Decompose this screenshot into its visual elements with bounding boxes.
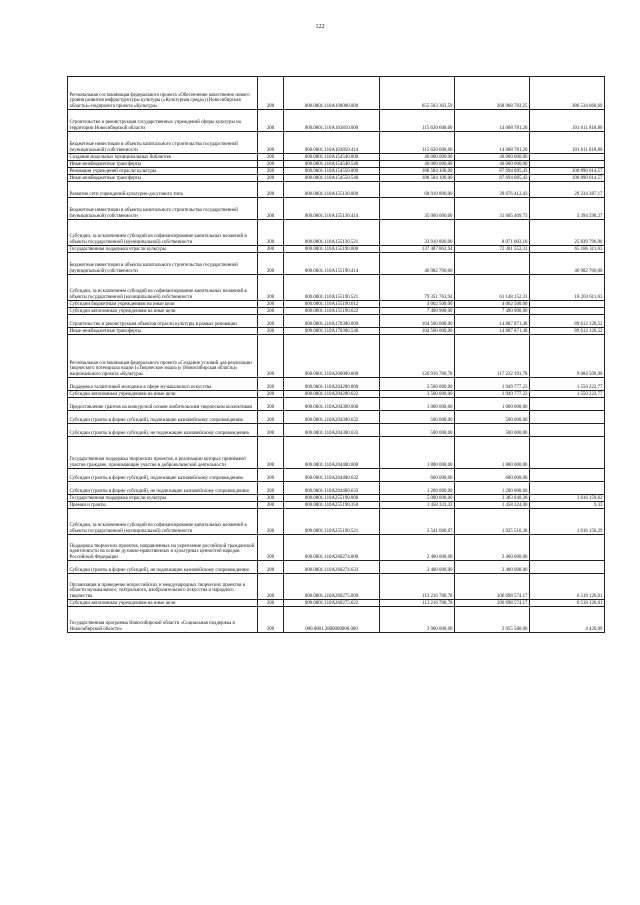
- table-row: [68, 437, 605, 469]
- row-name-cell: Субсидии (гранты в форме субсидий), не подлежащие казначейскому сопровождению: [68, 424, 258, 437]
- row-name-cell: Субсидии (гранты в форме субсидий), подлежащие казначейскому сопровождению: [68, 411, 258, 424]
- row-name-cell: Бюджетные инвестиции в объекты капитального строительства государственной (муниципальной) собственности: [68, 198, 258, 220]
- row-name-cell: Иные межбюджетные трансферты: [68, 161, 258, 168]
- table-row: [68, 424, 605, 437]
- row-assigned-amount-cell: 1 000 000,00: [380, 398, 455, 411]
- row-executed-amount-cell: 1 200 000,00: [455, 482, 530, 495]
- table-row: [68, 600, 605, 607]
- table-row: [68, 77, 605, 110]
- row-remaining-amount-cell: 3 394 590,27: [530, 198, 605, 220]
- row-remaining-amount-cell: 89 612 128,52: [530, 315, 605, 328]
- row-assigned-amount-cell: 600 000,00: [380, 469, 455, 482]
- row-assigned-amount-cell: 1 800 000,00: [380, 437, 455, 469]
- row-name-cell: Бюджетные инвестиции в объекты капитального строительства государственной (муниципальной) собственности: [68, 253, 258, 275]
- row-assigned-amount-cell: 113 216 700,78: [380, 574, 455, 600]
- row-assigned-amount-cell: 188 584 100,00: [380, 175, 455, 182]
- row-classification-cell: 000.0801.110A255190.000: [284, 495, 380, 502]
- row-executed-amount-cell: 106 698 574,17: [455, 600, 530, 607]
- row-classification-cell: 000.0801.110A155190.622: [284, 308, 380, 315]
- row-name-cell: Региональная составляющая федерального проекта «Обеспечение качественно нового уровня развития инфраструктуры культуры («Культурная среда») (Новосибирская область)»-подпроекта проекта «Культура»: [68, 77, 258, 110]
- row-assigned-amount-cell: 1 200 000,00: [380, 482, 455, 495]
- row-executed-amount-cell: 268 968 703,25: [455, 77, 530, 110]
- row-name-cell: Субсидии автономным учреждениям на иные цели: [68, 391, 258, 398]
- table-row: [68, 175, 605, 182]
- table-row: [68, 161, 605, 168]
- table-row: [68, 182, 605, 198]
- row-assigned-amount-cell: 3 960 000,00: [380, 607, 455, 633]
- row-code-cell: 200: [258, 600, 284, 607]
- row-code-cell: 200: [258, 246, 284, 253]
- row-assigned-amount-cell: 115 620 600,00: [380, 132, 455, 154]
- row-remaining-amount-cell: [530, 154, 605, 161]
- row-executed-amount-cell: 1 949 777,23: [455, 391, 530, 398]
- row-remaining-amount-cell: 1 616 150,29: [530, 509, 605, 535]
- row-classification-cell: 000.0801.110A204200.000: [284, 378, 380, 391]
- row-name-cell: Субсидии, за исключением субсидий на софинансирование капитальных вложений в объекты государственной (муниципальной) собственности: [68, 509, 258, 535]
- row-assigned-amount-cell: 126 916 700,78: [380, 335, 455, 378]
- table-row: [68, 253, 605, 275]
- table-row: [68, 574, 605, 600]
- row-code-cell: 200: [258, 328, 284, 335]
- row-executed-amount-cell: 7 490 900,00: [455, 308, 530, 315]
- row-code-cell: 200: [258, 561, 284, 574]
- row-assigned-amount-cell: 40 000 000,00: [380, 154, 455, 161]
- row-executed-amount-cell: 3 383 840,38: [455, 495, 530, 502]
- table-row: [68, 607, 605, 633]
- row-name-cell: Региональная составляющая федерального проекта «Создание условий для реализации творческого потенциала нации («Творческие люди»)» (Новосибирская область)» национального проекта «Культура»: [68, 335, 258, 378]
- row-code-cell: 200: [258, 574, 284, 600]
- table-row: [68, 246, 605, 253]
- row-name-cell: Предоставление грантов на конкурсной основе любительским творческим коллективам: [68, 398, 258, 411]
- row-executed-amount-cell: 61 148 152,31: [455, 275, 530, 301]
- row-code-cell: 200: [258, 175, 284, 182]
- table-row: [68, 535, 605, 561]
- row-executed-amount-cell: 8 071 003,10: [455, 220, 530, 246]
- row-classification-cell: 000.0801.110A155130.414: [284, 198, 380, 220]
- row-executed-amount-cell: 2 400 000,00: [455, 535, 530, 561]
- row-classification-cell: 000.0801.2800000000.000: [284, 607, 380, 633]
- row-remaining-amount-cell: [530, 469, 605, 482]
- row-classification-cell: 000.0801.110A155130.000: [284, 182, 380, 198]
- row-executed-amount-cell: 117 232 191,78: [455, 335, 530, 378]
- row-executed-amount-cell: 1 925 516,38: [455, 509, 530, 535]
- row-name-cell: Субсидии автономным учреждениям на иные цели: [68, 308, 258, 315]
- table-row: [68, 328, 605, 335]
- row-remaining-amount-cell: 9 684 509,00: [530, 335, 605, 378]
- row-code-cell: 200: [258, 161, 284, 168]
- row-remaining-amount-cell: 1 550 222,77: [530, 391, 605, 398]
- row-name-cell: Развитие сети учреждений культурно-досугового типа: [68, 182, 258, 198]
- row-executed-amount-cell: 500 000,00: [455, 424, 530, 437]
- row-executed-amount-cell: 3 955 580,00: [455, 607, 530, 633]
- row-executed-amount-cell: 31 605 409,73: [455, 198, 530, 220]
- row-name-cell: Субсидии автономным учреждениям на иные цели: [68, 600, 258, 607]
- row-remaining-amount-cell: 386 534 660,69: [530, 77, 605, 110]
- row-executed-amount-cell: 14 887 871,48: [455, 315, 530, 328]
- row-code-cell: 200: [258, 110, 284, 132]
- row-assigned-amount-cell: 104 500 000,00: [380, 315, 455, 328]
- row-assigned-amount-cell: 79 351 763,94: [380, 275, 455, 301]
- row-code-cell: 200: [258, 535, 284, 561]
- row-classification-cell: 000.0801.110A204300.632: [284, 411, 380, 424]
- row-assigned-amount-cell: 3 500 000,00: [380, 378, 455, 391]
- row-classification-cell: 000.0801.110A260274.000: [284, 535, 380, 561]
- row-name-cell: Субсидии (гранты в форме субсидий), не подлежащие казначейскому сопровождению: [68, 482, 258, 495]
- row-classification-cell: 000.0801.110A255190.350: [284, 502, 380, 509]
- row-assigned-amount-cell: 5 000 000,00: [380, 495, 455, 502]
- row-executed-amount-cell: 500 000,00: [455, 411, 530, 424]
- row-name-cell: Реновация учреждений отрасли культуры: [68, 168, 258, 175]
- row-classification-cell: 000.0801.110A170300.000: [284, 315, 380, 328]
- row-assigned-amount-cell: 33 910 800,00: [380, 220, 455, 246]
- row-executed-amount-cell: 40 000 000,00: [455, 154, 530, 161]
- row-classification-cell: 000.0801.110A154540.540: [284, 161, 380, 168]
- row-assigned-amount-cell: 40 000 000,00: [380, 161, 455, 168]
- row-code-cell: 200: [258, 424, 284, 437]
- row-remaining-amount-cell: 46 982 700,00: [530, 253, 605, 275]
- row-code-cell: 200: [258, 198, 284, 220]
- row-remaining-amount-cell: 1 550 222,77: [530, 378, 605, 391]
- row-assigned-amount-cell: 2 400 000,00: [380, 561, 455, 574]
- row-assigned-amount-cell: 7 490 900,00: [380, 308, 455, 315]
- row-executed-amount-cell: 14 008 781,20: [455, 132, 530, 154]
- table-row: [68, 482, 605, 495]
- row-executed-amount-cell: 14 887 871,48: [455, 328, 530, 335]
- row-name-cell: Государственная поддержка отрасли культуры: [68, 495, 258, 502]
- row-assigned-amount-cell: 35 000 000,00: [380, 198, 455, 220]
- row-classification-cell: 000.0801.110A200000.000: [284, 335, 380, 378]
- row-assigned-amount-cell: 655 503 363,59: [380, 77, 455, 110]
- row-remaining-amount-cell: 6 518 126,61: [530, 600, 605, 607]
- row-name-cell: Субсидии, за исключением субсидий на софинансирование капитальных вложений в объекты государственной (муниципальной) собственности: [68, 275, 258, 301]
- row-remaining-amount-cell: [530, 561, 605, 574]
- row-code-cell: 200: [258, 220, 284, 246]
- row-classification-cell: 000.0801.110A260275.000: [284, 574, 380, 600]
- table-row: [68, 132, 605, 154]
- row-remaining-amount-cell: 101 611 818,80: [530, 110, 605, 132]
- row-executed-amount-cell: 39 676 412,43: [455, 182, 530, 198]
- row-remaining-amount-cell: 4 420,00: [530, 607, 605, 633]
- row-classification-cell: 000.0801.110A260274.633: [284, 561, 380, 574]
- row-executed-amount-cell: 1 949 777,23: [455, 378, 530, 391]
- row-code-cell: 200: [258, 308, 284, 315]
- table-row: [68, 561, 605, 574]
- table-row: [68, 154, 605, 161]
- table-row: [68, 502, 605, 509]
- row-code-cell: 200: [258, 253, 284, 275]
- row-code-cell: 200: [258, 182, 284, 198]
- row-code-cell: 200: [258, 77, 284, 110]
- row-code-cell: 200: [258, 315, 284, 328]
- row-classification-cell: 000.0801.110A103850.414: [284, 132, 380, 154]
- row-executed-amount-cell: 106 698 574,17: [455, 574, 530, 600]
- table-row: [68, 275, 605, 301]
- row-classification-cell: 000.0801.110A170300.540: [284, 328, 380, 335]
- row-executed-amount-cell: 600 000,00: [455, 469, 530, 482]
- row-name-cell: Иные межбюджетные трансферты: [68, 328, 258, 335]
- row-classification-cell: 000.0801.110A204200.622: [284, 391, 380, 398]
- row-code-cell: 200: [258, 411, 284, 424]
- row-executed-amount-cell: 40 000 000,00: [455, 161, 530, 168]
- row-classification-cell: 000.0801.110A154550.540: [284, 175, 380, 182]
- table-row: [68, 398, 605, 411]
- row-classification-cell: 000.0801.110A204300.633: [284, 424, 380, 437]
- row-remaining-amount-cell: [530, 437, 605, 469]
- row-name-cell: Поддержка талантливой молодежи в сфере музыкального искусства: [68, 378, 258, 391]
- row-remaining-amount-cell: [530, 424, 605, 437]
- row-assigned-amount-cell: 46 982 700,00: [380, 253, 455, 275]
- row-classification-cell: 000.0801.110A204400.633: [284, 482, 380, 495]
- row-remaining-amount-cell: [530, 482, 605, 495]
- row-name-cell: Строительство и реконструкция объектов отрасли культуры в рамках реновации: [68, 315, 258, 328]
- row-executed-amount-cell: 14 008 781,20: [455, 110, 530, 132]
- row-code-cell: 200: [258, 502, 284, 509]
- table-row: [68, 391, 605, 398]
- row-remaining-amount-cell: 101 611 818,80: [530, 132, 605, 154]
- row-executed-amount-cell: 1 800 000,00: [455, 437, 530, 469]
- row-code-cell: 200: [258, 335, 284, 378]
- row-assigned-amount-cell: 113 216 700,78: [380, 600, 455, 607]
- table-row: [68, 335, 605, 378]
- row-name-cell: Строительство и реконструкция государственных учреждений сферы культуры на территории Новосибирской области: [68, 110, 258, 132]
- row-code-cell: 200: [258, 301, 284, 308]
- row-remaining-amount-cell: [530, 535, 605, 561]
- row-assigned-amount-cell: 68 910 800,00: [380, 182, 455, 198]
- row-classification-cell: 000.0801.110A260275.622: [284, 600, 380, 607]
- row-assigned-amount-cell: 188 584 100,00: [380, 168, 455, 175]
- table-row: [68, 110, 605, 132]
- row-name-cell: Субсидии (гранты в форме субсидий), подлежащие казначейскому сопровождению: [68, 469, 258, 482]
- row-code-cell: 200: [258, 482, 284, 495]
- row-classification-cell: 000.0801.110A154540.000: [284, 154, 380, 161]
- row-classification-cell: 000.0801.110A204400.632: [284, 469, 380, 482]
- row-executed-amount-cell: 4 062 500,00: [455, 301, 530, 308]
- row-remaining-amount-cell: 89 612 128,52: [530, 328, 605, 335]
- row-code-cell: 200: [258, 378, 284, 391]
- row-assigned-amount-cell: 104 500 000,00: [380, 328, 455, 335]
- row-assigned-amount-cell: 4 062 500,00: [380, 301, 455, 308]
- row-assigned-amount-cell: 137 487 863,94: [380, 246, 455, 253]
- row-remaining-amount-cell: [530, 411, 605, 424]
- row-executed-amount-cell: 2 400 000,00: [455, 561, 530, 574]
- row-classification-cell: 000.0801.110A155190.521: [284, 275, 380, 301]
- row-executed-amount-cell: [455, 253, 530, 275]
- row-code-cell: 200: [258, 607, 284, 633]
- table-row: [68, 411, 605, 424]
- row-classification-cell: 000.0801.110A154550.000: [284, 168, 380, 175]
- row-remaining-amount-cell: [530, 301, 605, 308]
- row-remaining-amount-cell: 9,33: [530, 502, 605, 509]
- row-remaining-amount-cell: 6 518 126,61: [530, 574, 605, 600]
- table-row: [68, 301, 605, 308]
- row-name-cell: Субсидии, за исключением субсидий на софинансирование капитальных вложений в объекты государственной (муниципальной) собственности: [68, 220, 258, 246]
- row-name-cell: Иные межбюджетные трансферты: [68, 175, 258, 182]
- table-row: [68, 315, 605, 328]
- row-code-cell: 200: [258, 275, 284, 301]
- row-code-cell: 200: [258, 168, 284, 175]
- table-row: [68, 168, 605, 175]
- row-name-cell: Субсидии (гранты в форме субсидий), не подлежащие казначейскому сопровождению: [68, 561, 258, 574]
- table-row: [68, 378, 605, 391]
- row-name-cell: Государственная поддержка творческих проектов, в реализации которых принимают участие граждане, принимающие участие в добровольческой деятельности: [68, 437, 258, 469]
- page-number: 122: [315, 24, 325, 30]
- table-row: [68, 220, 605, 246]
- row-name-cell: Организация и проведение всероссийских и международных творческих проектов в области музыкального, театрального, изобразительного искусства и народного творчества: [68, 574, 258, 600]
- row-assigned-amount-cell: 115 620 600,00: [380, 110, 455, 132]
- row-name-cell: Создание модельных муниципальных библиотек: [68, 154, 258, 161]
- row-code-cell: 200: [258, 469, 284, 482]
- row-name-cell: Государственная программа Новосибирской области «Социальная поддержка в Новосибирской области»: [68, 607, 258, 633]
- row-assigned-amount-cell: 1 458 333,33: [380, 502, 455, 509]
- row-classification-cell: 000.0801.110A100000.000: [284, 77, 380, 110]
- row-executed-amount-cell: 87 694 085,43: [455, 175, 530, 182]
- row-remaining-amount-cell: [530, 398, 605, 411]
- table-row: [68, 509, 605, 535]
- table-row: [68, 198, 605, 220]
- row-name-cell: Субсидии бюджетным учреждениям на иные цели: [68, 301, 258, 308]
- row-assigned-amount-cell: 3 541 666,67: [380, 509, 455, 535]
- table-row: [68, 469, 605, 482]
- row-code-cell: 200: [258, 509, 284, 535]
- row-classification-cell: 000.0801.110A155190.612: [284, 301, 380, 308]
- row-name-cell: Бюджетные инвестиции в объекты капитального строительства государственной (муниципальной) собственности: [68, 132, 258, 154]
- row-remaining-amount-cell: 100 890 014,57: [530, 168, 605, 175]
- row-code-cell: 200: [258, 495, 284, 502]
- row-executed-amount-cell: 1 458 324,00: [455, 502, 530, 509]
- row-code-cell: 200: [258, 132, 284, 154]
- row-classification-cell: 000.0801.110A204300.000: [284, 398, 380, 411]
- row-code-cell: 200: [258, 154, 284, 161]
- row-name-cell: Поддержка творческих проектов, направленных на укрепление российской гражданской идентичности на основе духовно-нравственных и культурных ценностей народов Российской Федерации: [68, 535, 258, 561]
- row-remaining-amount-cell: 18 203 611,63: [530, 275, 605, 301]
- table-row: [68, 495, 605, 502]
- row-classification-cell: 000.0801.110A255190.521: [284, 509, 380, 535]
- row-name-cell: Государственная поддержка отрасли культуры: [68, 246, 258, 253]
- row-assigned-amount-cell: 3 500 000,00: [380, 391, 455, 398]
- row-code-cell: 200: [258, 398, 284, 411]
- budget-table: [67, 76, 605, 633]
- table-row: [68, 308, 605, 315]
- row-remaining-amount-cell: [530, 308, 605, 315]
- row-executed-amount-cell: 1 000 000,00: [455, 398, 530, 411]
- row-remaining-amount-cell: [530, 161, 605, 168]
- row-remaining-amount-cell: 1 616 159,62: [530, 495, 605, 502]
- row-classification-cell: 000.0801.110A103850.000: [284, 110, 380, 132]
- row-remaining-amount-cell: 25 839 796,90: [530, 220, 605, 246]
- row-assigned-amount-cell: 2 400 000,00: [380, 535, 455, 561]
- row-code-cell: 200: [258, 391, 284, 398]
- row-remaining-amount-cell: 65 186 311,63: [530, 246, 605, 253]
- row-classification-cell: 000.0801.110A155190.414: [284, 253, 380, 275]
- row-remaining-amount-cell: 100 890 014,57: [530, 175, 605, 182]
- row-classification-cell: 000.0801.110A204400.000: [284, 437, 380, 469]
- row-assigned-amount-cell: 500 000,00: [380, 411, 455, 424]
- row-code-cell: 200: [258, 437, 284, 469]
- row-executed-amount-cell: 87 694 085,43: [455, 168, 530, 175]
- row-classification-cell: 000.0801.110A155190.000: [284, 246, 380, 253]
- row-executed-amount-cell: 72 301 552,31: [455, 246, 530, 253]
- row-name-cell: Премии и гранты: [68, 502, 258, 509]
- row-remaining-amount-cell: 29 234 387,17: [530, 182, 605, 198]
- row-assigned-amount-cell: 500 000,00: [380, 424, 455, 437]
- row-classification-cell: 000.0801.110A155130.521: [284, 220, 380, 246]
